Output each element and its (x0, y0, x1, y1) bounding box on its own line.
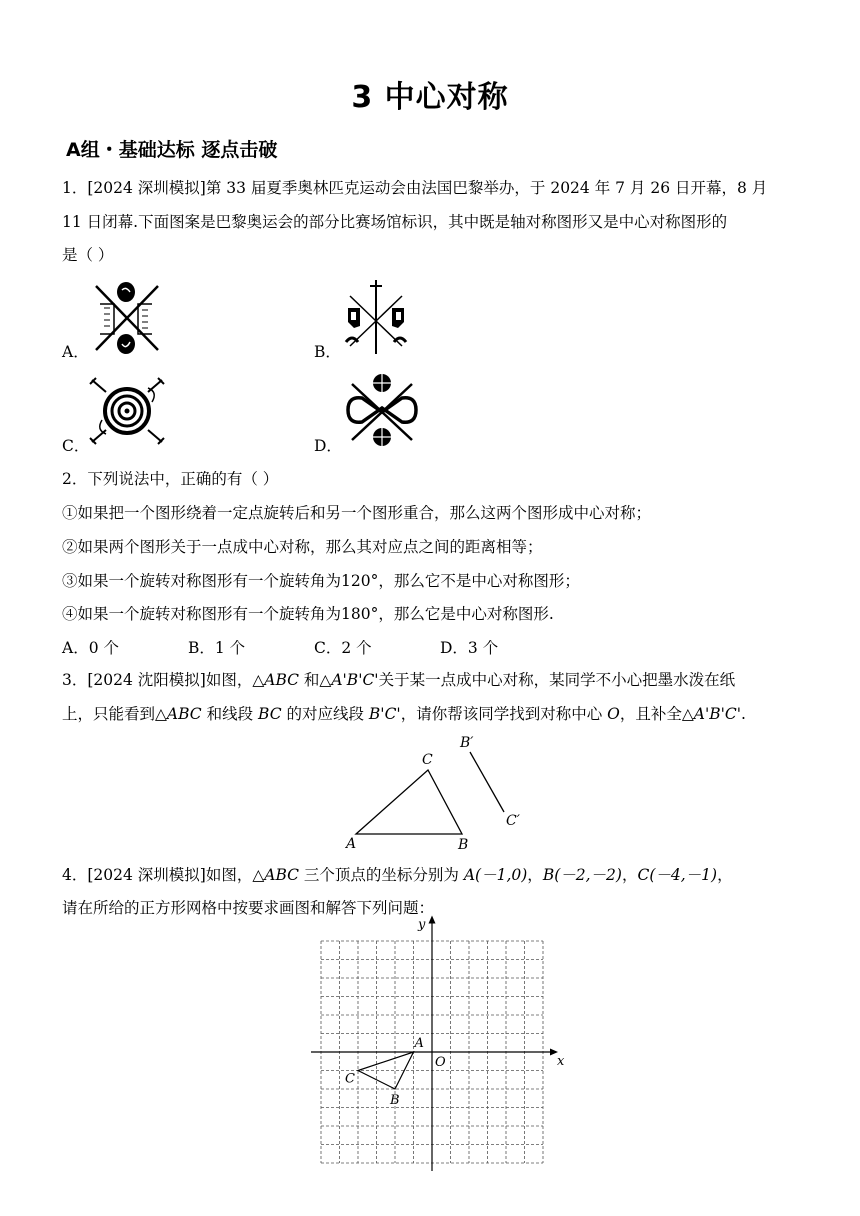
q1-option-c-label: C． (62, 437, 90, 455)
q3-figure (340, 730, 540, 855)
q1-option-a-label: A． (62, 343, 89, 361)
q1-option-b-label: B． (314, 343, 341, 361)
option-b-pictogram (336, 278, 416, 356)
q2-stem: 2．下列说法中，正确的有（ ） (62, 470, 279, 488)
q4-coordinate-grid (310, 917, 565, 1160)
q4-line-1: 4．[2024 深圳模拟]如图，△ABC 三个顶点的坐标分别为 A(－1,0)，B(－2,－2)，C(－4,－1)， (62, 866, 733, 884)
origin-label: O (435, 1055, 446, 1070)
segment-b-prime-c-prime (470, 752, 504, 812)
label-b: B (458, 837, 469, 853)
option-c-pictogram (88, 374, 166, 448)
x-axis-label: x (557, 1054, 565, 1069)
q2-statement-1: ①如果把一个图形绕着一定点旋转后和另一个图形重合，那么这两个图形成中心对称； (62, 504, 652, 522)
option-d-pictogram (344, 372, 420, 448)
page-title: 3 中心对称 (351, 80, 509, 115)
q2-statement-2: ②如果两个图形关于一点成中心对称，那么其对应点之间的距离相等； (62, 538, 543, 556)
q4-line-2: 请在所给的正方形网格中按要求画图和解答下列问题： (62, 899, 435, 917)
grid-label-c: C (345, 1071, 355, 1087)
q2-choice-b: B．1 个 (188, 639, 246, 657)
label-c-prime: C′ (506, 813, 520, 829)
q2-choice-d: D．3 个 (440, 639, 499, 657)
q2-choice-c: C．2 个 (314, 639, 372, 657)
y-axis-label: y (418, 917, 426, 933)
q1-line-2: 11 日闭幕.下面图案是巴黎奥运会的部分比赛场馆标识，其中既是轴对称图形又是中心对称图形的 (62, 213, 728, 231)
grid-label-a: A (414, 1036, 424, 1051)
option-a-pictogram (88, 280, 164, 356)
q2-statement-3: ③如果一个旋转对称图形有一个旋转角为120°，那么它不是中心对称图形； (62, 572, 580, 590)
q1-option-d-label: D． (314, 437, 342, 455)
triangle-abc (356, 770, 462, 834)
q3-line-1: 3．[2024 沈阳模拟]如图，△ABC 和△A'B'C'关于某一点成中心对称，某同学不小心把墨水泼在纸 (62, 671, 736, 689)
q3-line-2: 上，只能看到△ABC 和线段 BC 的对应线段 B'C'，请你帮该同学找到对称中心 O，且补全△A'B'C'. (62, 705, 746, 723)
label-a: A (346, 836, 357, 852)
section-heading: A组・基础达标 逐点击破 (66, 139, 278, 161)
q1-line-3: 是（ ） (62, 246, 114, 264)
grid-label-b: B (390, 1093, 400, 1108)
q2-statement-4: ④如果一个旋转对称图形有一个旋转角为180°，那么它是中心对称图形. (62, 605, 554, 623)
label-b-prime: B′ (460, 735, 474, 751)
label-c: C (422, 752, 433, 768)
q2-choice-a: A．0 个 (62, 639, 119, 657)
q1-line-1: 1．[2024 深圳模拟]第 33 届夏季奥林匹克运动会由法国巴黎举办，于 2024 年 7 月 26 日开幕，8 月 (62, 179, 768, 197)
